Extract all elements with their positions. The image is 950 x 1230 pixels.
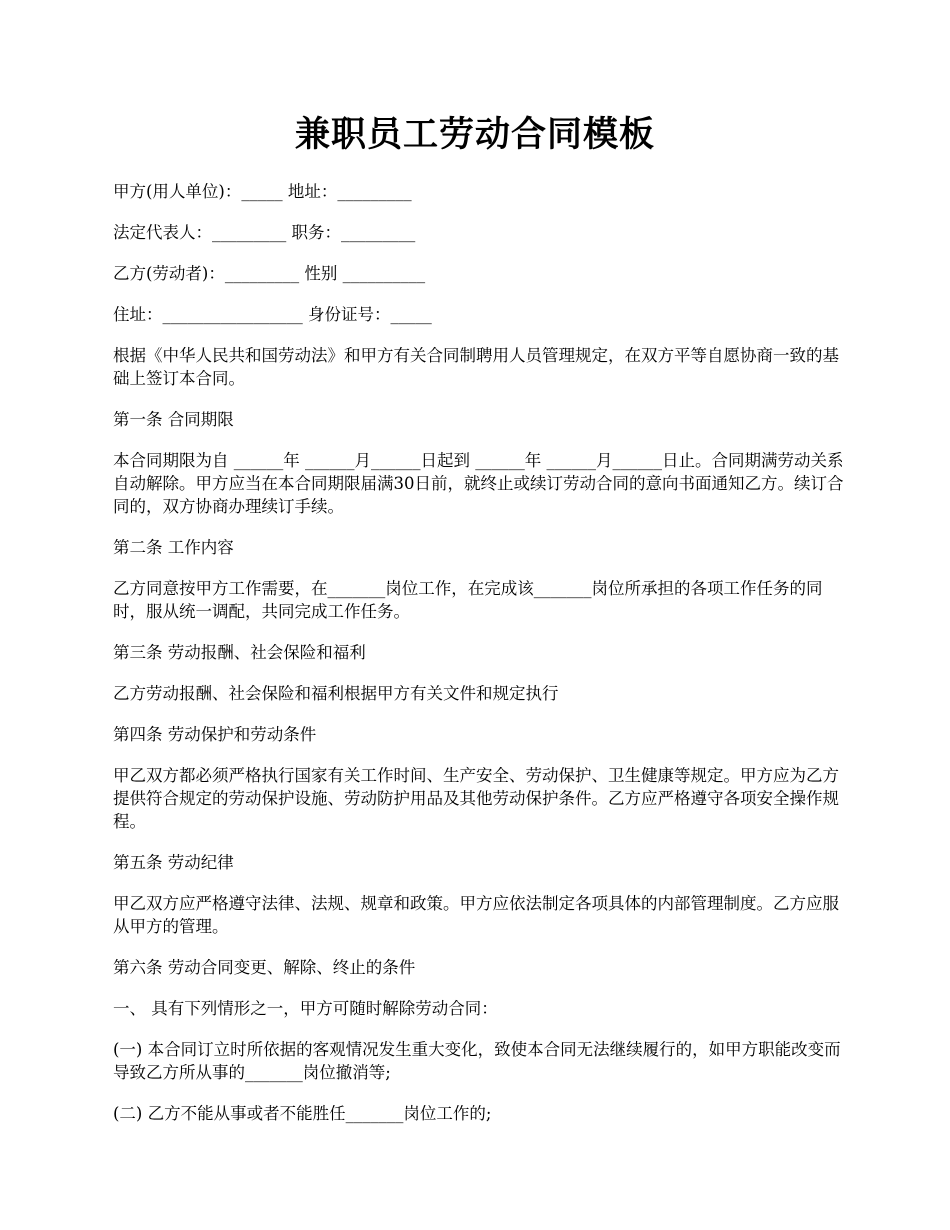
preamble-paragraph: 根据《中华人民共和国劳动法》和甲方有关合同制聘用人员管理规定，在双方平等自愿协商一致的基础上签订本合同。 [113, 346, 839, 388]
article-3-heading: 第三条 劳动报酬、社会保险和福利 [113, 643, 366, 662]
article-5-heading: 第五条 劳动纪律 [113, 853, 234, 872]
party-a-line: 甲方(用人单位)：_____ 地址：_________ [113, 182, 412, 201]
article-1-heading: 第一条 合同期限 [113, 410, 234, 429]
legal-rep-line: 法定代表人：_________ 职务：_________ [113, 223, 416, 242]
article-1-body: 本合同期限为自 ______年 ______月______日起到 ______年 ______月______日止。合同期满劳动关系自动解除。甲方应当在本合同期限届满30日前，就终止或续订劳动合同的意向书面通知乙方。续订合同的，双方协商办理续订手续。 [113, 451, 844, 516]
article-2-heading: 第二条 工作内容 [113, 538, 234, 557]
article-4-body: 甲乙双方都必须严格执行国家有关工作时间、生产安全、劳动保护、卫生健康等规定。甲方应为乙方提供符合规定的劳动保护设施、劳动防护用品及其他劳动保护条件。乙方应严格遵守各项安全操作规程。 [113, 766, 839, 831]
document-body [113, 180, 853, 1143]
page-title: 兼职员工劳动合同模板 [294, 114, 655, 155]
article-5-body: 甲乙双方应严格遵守法律、法规、规章和政策。甲方应依法制定各项具体的内部管理制度。乙方应服从甲方的管理。 [113, 894, 839, 936]
article-6-item-2: (二) 乙方不能从事或者不能胜任_______岗位工作的; [113, 1104, 492, 1123]
article-2-body: 乙方同意按甲方工作需要，在_______岗位工作，在完成该_______岗位所承担的各项工作任务的同时，服从统一调配，共同完成工作任务。 [113, 579, 823, 621]
article-3-body: 乙方劳动报酬、社会保险和福利根据甲方有关文件和规定执行 [113, 684, 559, 703]
article-6-clause-1: 一、 具有下列情形之一，甲方可随时解除劳动合同： [113, 999, 498, 1018]
article-6-heading: 第六条 劳动合同变更、解除、终止的条件 [113, 958, 416, 977]
address-id-line: 住址：_________________ 身份证号：_____ [113, 305, 432, 324]
party-b-line: 乙方(劳动者)：_________ 性别 __________ [113, 264, 426, 283]
article-6-item-1: (一) 本合同订立时所依据的客观情况发生重大变化，致使本合同无法继续履行的，如甲方职能改变而导致乙方所从事的_______岗位撤消等; [113, 1040, 841, 1082]
article-4-heading: 第四条 劳动保护和劳动条件 [113, 725, 317, 744]
